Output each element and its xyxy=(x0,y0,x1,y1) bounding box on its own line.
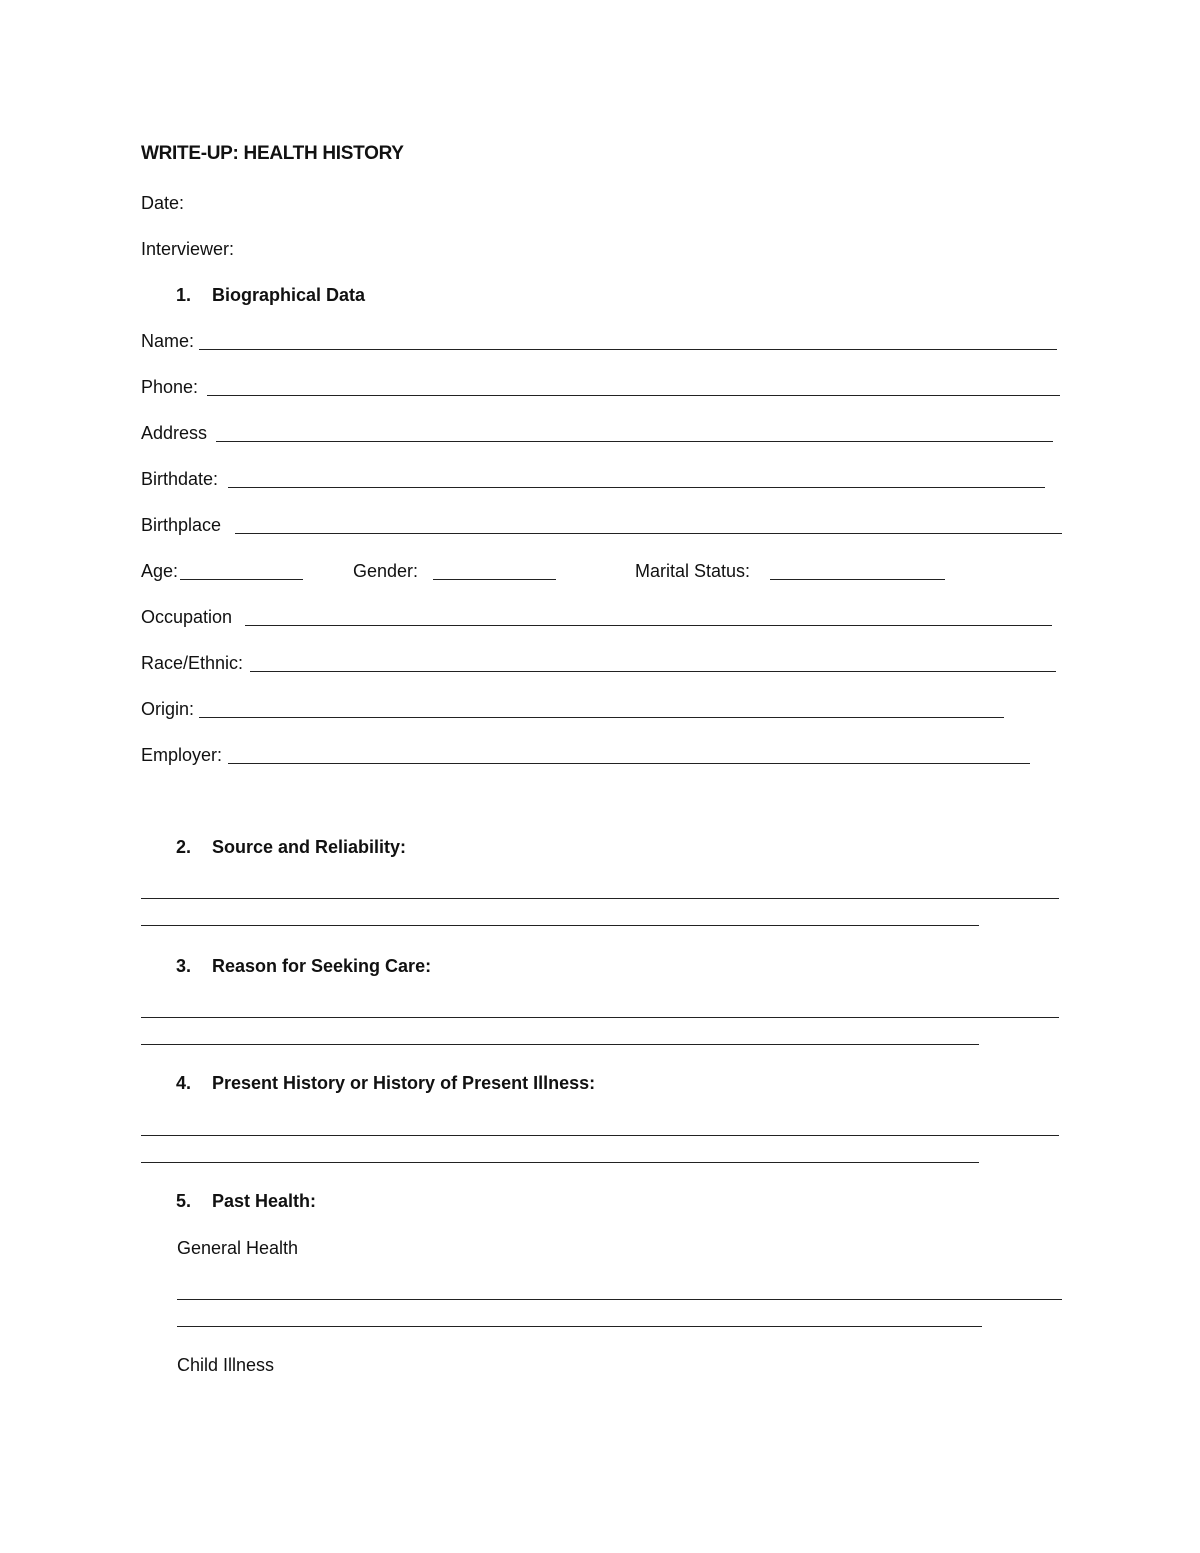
general-health-line-1[interactable] xyxy=(177,1299,1062,1300)
reason-for-care-line-2[interactable] xyxy=(141,1044,979,1045)
birthdate-field[interactable] xyxy=(228,487,1045,488)
section-reason-for-care xyxy=(176,956,431,977)
origin-field[interactable] xyxy=(199,717,1004,718)
phone-field[interactable] xyxy=(207,395,1060,396)
date-label: Date: xyxy=(141,193,185,213)
age-field[interactable] xyxy=(180,579,303,580)
employer-label: Employer: xyxy=(141,745,223,765)
section-heading: Biographical Data xyxy=(212,285,366,305)
gender-field[interactable] xyxy=(433,579,556,580)
birthplace-field[interactable] xyxy=(235,533,1062,534)
name-label: Name: xyxy=(141,331,195,351)
section-heading: Past Health: xyxy=(212,1191,317,1211)
race-ethnic-field[interactable] xyxy=(250,671,1056,672)
section-past-health xyxy=(176,1191,316,1212)
address-label: Address xyxy=(141,423,208,443)
interviewer-label: Interviewer: xyxy=(141,239,235,259)
age-label: Age: xyxy=(141,561,179,581)
source-reliability-line-2[interactable] xyxy=(141,925,979,926)
page-title: WRITE-UP: HEALTH HISTORY xyxy=(141,143,404,164)
section-source-reliability xyxy=(176,837,406,858)
present-illness-line-1[interactable] xyxy=(141,1135,1059,1136)
section-heading: Source and Reliability: xyxy=(212,837,407,857)
origin-label: Origin: xyxy=(141,699,195,719)
section-number: 4. xyxy=(176,1073,192,1093)
address-field[interactable] xyxy=(216,441,1053,442)
general-health-label: General Health xyxy=(177,1238,299,1258)
reason-for-care-line-1[interactable] xyxy=(141,1017,1059,1018)
child-illness-label: Child Illness xyxy=(177,1355,275,1375)
occupation-label: Occupation xyxy=(141,607,233,627)
birthdate-label: Birthdate: xyxy=(141,469,219,489)
section-biographical-data xyxy=(176,285,365,306)
section-heading: Reason for Seeking Care: xyxy=(212,956,432,976)
general-health-line-2[interactable] xyxy=(177,1326,982,1327)
section-number: 1. xyxy=(176,285,192,305)
present-illness-line-2[interactable] xyxy=(141,1162,979,1163)
employer-field[interactable] xyxy=(228,763,1030,764)
marital-status-field[interactable] xyxy=(770,579,945,580)
marital-status-label: Marital Status: xyxy=(635,561,751,581)
race-ethnic-label: Race/Ethnic: xyxy=(141,653,244,673)
section-present-illness xyxy=(176,1073,595,1094)
section-number: 2. xyxy=(176,837,192,857)
section-number: 5. xyxy=(176,1191,192,1211)
occupation-field[interactable] xyxy=(245,625,1052,626)
section-heading: Present History or History of Present Illness: xyxy=(212,1073,596,1093)
phone-label: Phone: xyxy=(141,377,199,397)
gender-label: Gender: xyxy=(353,561,419,581)
source-reliability-line-1[interactable] xyxy=(141,898,1059,899)
section-number: 3. xyxy=(176,956,192,976)
name-field[interactable] xyxy=(199,349,1057,350)
birthplace-label: Birthplace xyxy=(141,515,222,535)
